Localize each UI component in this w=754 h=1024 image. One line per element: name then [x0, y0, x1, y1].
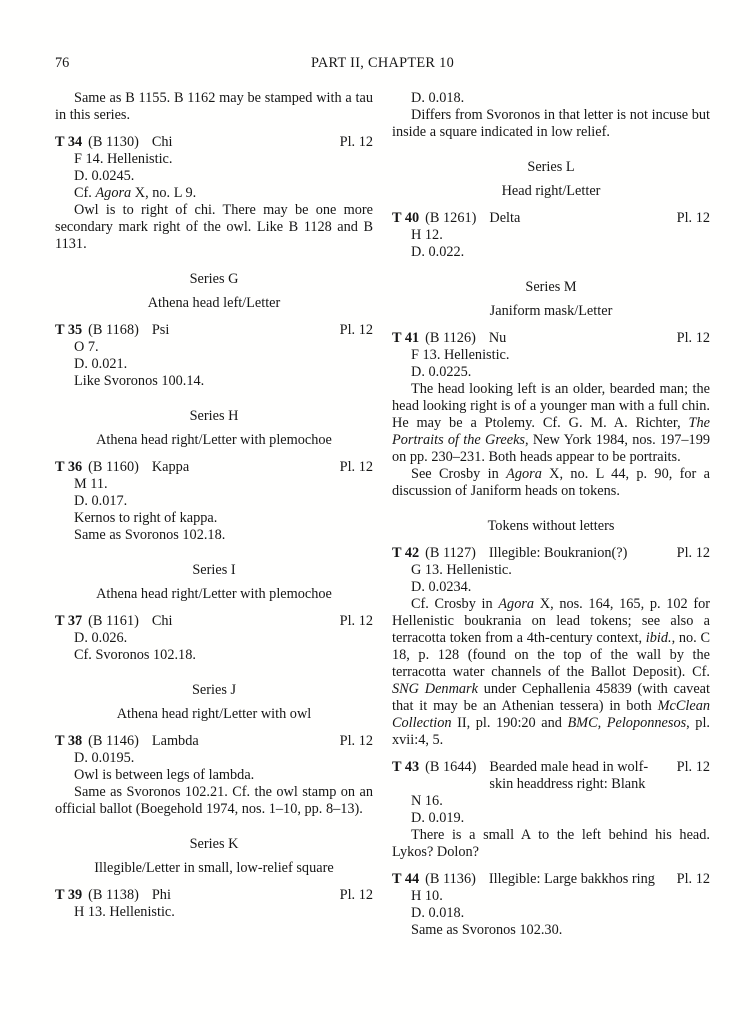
entry-title: Chi: [151, 134, 173, 150]
entry-number: T 36: [55, 459, 83, 475]
text-run: D. 0.0195.: [74, 750, 135, 766]
entry-number: T 34: [55, 134, 83, 150]
paragraph: [55, 767, 373, 784]
entry-plate-reference: Pl. 12: [676, 210, 710, 226]
entry-plate-reference: Pl. 12: [339, 613, 373, 629]
text-run: Owl is between legs of lambda.: [74, 767, 255, 783]
italic-text-run: The Portraits of the Greeks: [392, 415, 710, 448]
text-run: X, nos. 164, 165, p. 102 for Hellenistic boukrania on lead tokens; see also a terracotta token from a 4th-century context,: [392, 596, 710, 646]
entry-plate-reference: Pl. 12: [339, 887, 373, 903]
series-heading: Series H: [189, 408, 239, 424]
series-heading: Series G: [189, 271, 239, 287]
entry-b-reference: (B 1126): [425, 330, 476, 346]
catalog-entry-heading: [55, 459, 373, 476]
detail-line: [55, 510, 373, 527]
detail-line: [55, 493, 373, 510]
detail-line: [392, 90, 710, 107]
paragraph: [392, 827, 710, 861]
detail-line: [392, 888, 710, 905]
detail-line: [55, 750, 373, 767]
catalog-entry-heading: [55, 887, 373, 904]
text-run: , pl. xvii:4, 5.: [392, 715, 710, 748]
text-run: H 13. Hellenistic.: [74, 904, 175, 920]
column-right: [392, 90, 710, 939]
detail-line: [392, 244, 710, 261]
paragraph: [55, 90, 373, 124]
entry-title: Nu: [488, 330, 507, 346]
detail-line: [392, 905, 710, 922]
detail-line: [55, 476, 373, 493]
text-run: II, pl. 190:20 and: [451, 715, 568, 731]
detail-line: [392, 347, 710, 364]
text-run: Owl is to right of chi. There may be one more secondary mark right of the owl. Like B 1128 and B 1131.: [55, 202, 373, 252]
entry-title: Chi: [151, 613, 173, 629]
entry-title: Delta: [489, 210, 521, 226]
entry-number: T 43: [392, 759, 420, 775]
entry-b-reference: (B 1136): [425, 871, 476, 887]
catalog-entry-heading: [392, 759, 710, 793]
text-run: M 11.: [74, 476, 108, 492]
detail-line: [392, 579, 710, 596]
series-subtitle: Janiform mask/Letter: [489, 303, 613, 319]
italic-text-run: Agora: [95, 185, 132, 201]
paragraph: [55, 202, 373, 253]
detail-line: [392, 364, 710, 381]
detail-line: [55, 904, 373, 921]
entry-number: T 42: [392, 545, 420, 561]
catalog-entry-heading: [392, 210, 710, 227]
text-run: G 13. Hellenistic.: [411, 562, 512, 578]
text-run: F 14. Hellenistic.: [74, 151, 173, 167]
entry-title: Bearded male head in wolf-skin headdress right: Blank: [489, 759, 649, 792]
text-run: D. 0.017.: [74, 493, 128, 509]
detail-line: [55, 339, 373, 356]
entry-number: T 41: [392, 330, 420, 346]
italic-text-run: ibid.: [645, 630, 672, 646]
detail-line: [55, 151, 373, 168]
detail-line: [392, 562, 710, 579]
paragraph: [392, 466, 710, 500]
text-run: O 7.: [74, 339, 99, 355]
entry-b-reference: (B 1127): [425, 545, 476, 561]
text-run: Cf. Crosby in: [411, 596, 499, 612]
text-run: D. 0.0245.: [74, 168, 135, 184]
text-run: D. 0.0225.: [411, 364, 472, 380]
text-run: Differs from Svoronos in that letter is not incuse but inside a square indicated in low relief.: [392, 107, 710, 140]
entry-number: T 37: [55, 613, 83, 629]
detail-line: [55, 185, 373, 202]
paragraph: [392, 596, 710, 749]
series-heading: Series L: [527, 159, 575, 175]
entry-title: Lambda: [151, 733, 199, 749]
two-column-body: [55, 90, 710, 939]
entry-number: T 40: [392, 210, 420, 226]
entry-number: T 44: [392, 871, 420, 887]
detail-line: [392, 793, 710, 810]
paragraph: [392, 107, 710, 141]
text-run: D. 0.019.: [411, 810, 465, 826]
text-run: Kernos to right of kappa.: [74, 510, 218, 526]
detail-line: [55, 373, 373, 390]
text-run: D. 0.018.: [411, 905, 465, 921]
entry-number: T 39: [55, 887, 83, 903]
entry-plate-reference: Pl. 12: [339, 459, 373, 475]
entry-b-reference: (B 1644): [425, 759, 477, 775]
entry-plate-reference: Pl. 12: [676, 759, 710, 775]
series-heading: Series J: [191, 682, 237, 698]
series-subtitle: Athena head left/Letter: [147, 295, 281, 311]
entry-title: Kappa: [151, 459, 190, 475]
text-run: Cf.: [74, 185, 96, 201]
italic-text-run: SNG Denmark: [392, 681, 478, 697]
entry-b-reference: (B 1161): [88, 613, 139, 629]
series-heading: Series M: [525, 279, 577, 295]
catalog-entry-heading: [55, 613, 373, 630]
entry-title: Illegible: Large bakkhos ring: [488, 871, 655, 887]
catalog-entry-heading: [55, 322, 373, 339]
catalog-entry-heading: [55, 134, 373, 151]
series-heading: Tokens without letters: [487, 518, 615, 534]
italic-text-run: BMC, Peloponnesos: [567, 715, 687, 731]
entry-title: Illegible: Boukranion(?): [488, 545, 628, 561]
series-heading: Series K: [189, 836, 239, 852]
catalog-entry-heading: [392, 545, 710, 562]
text-run: , New York 1984, nos. 197–199 on pp. 230–231. Both heads appear to be portraits.: [392, 432, 710, 465]
text-run: X, no. L 44, p. 90, for a discussion of Janiform heads on tokens.: [392, 466, 710, 499]
detail-line: [392, 810, 710, 827]
italic-text-run: McClean Collection: [392, 698, 710, 731]
text-run: Same as Svoronos 102.30.: [411, 922, 563, 938]
entry-plate-reference: Pl. 12: [676, 330, 710, 346]
entry-plate-reference: Pl. 12: [676, 871, 710, 887]
detail-line: [392, 227, 710, 244]
text-run: F 13. Hellenistic.: [411, 347, 510, 363]
text-run: Same as Svoronos 102.18.: [74, 527, 226, 543]
entry-b-reference: (B 1146): [88, 733, 139, 749]
text-run: Same as Svoronos 102.21. Cf. the owl stamp on an official ballot (Boegehold 1974, nos. 1–10, pp. 8–13).: [55, 784, 373, 817]
detail-line: [55, 168, 373, 185]
text-run: D. 0.022.: [411, 244, 465, 260]
text-run: X, no. L 9.: [131, 185, 197, 201]
text-run: Same as B 1155. B 1162 may be stamped with a tau in this series.: [55, 90, 373, 123]
page-header: [55, 55, 710, 72]
catalog-entry-heading: [392, 330, 710, 347]
entry-b-reference: (B 1168): [88, 322, 139, 338]
text-run: H 10.: [411, 888, 443, 904]
series-subtitle: Illegible/Letter in small, low-relief square: [94, 860, 334, 876]
entry-b-reference: (B 1138): [88, 887, 139, 903]
text-run: under Cephallenia 45839 (with caveat that it may be an Athenian tessera) in both: [392, 681, 710, 714]
paragraph: [55, 784, 373, 818]
page-number: 76: [55, 55, 70, 71]
entry-plate-reference: Pl. 12: [339, 322, 373, 338]
entry-title: Psi: [151, 322, 170, 338]
entry-plate-reference: Pl. 12: [339, 733, 373, 749]
text-run: , no. C 18, p. 128 (found on the top of the wall by the terracotta water channels of the Ballot Deposit). Cf.: [392, 630, 710, 680]
text-run: H 12.: [411, 227, 443, 243]
detail-line: [392, 922, 710, 939]
entry-plate-reference: Pl. 12: [676, 545, 710, 561]
running-header: PART II, CHAPTER 10: [310, 55, 455, 71]
detail-line: [55, 527, 373, 544]
text-run: Like Svoronos 100.14.: [74, 373, 205, 389]
catalog-entry-heading: [392, 871, 710, 888]
column-left: [55, 90, 373, 939]
italic-text-run: Agora: [506, 466, 542, 482]
series-subtitle: Athena head right/Letter with plemochoe: [96, 586, 332, 602]
entry-b-reference: (B 1261): [425, 210, 477, 226]
text-run: See Crosby in: [411, 466, 507, 482]
text-run: D. 0.021.: [74, 356, 128, 372]
series-heading: Series I: [192, 562, 236, 578]
text-run: N 16.: [411, 793, 443, 809]
italic-text-run: Agora: [498, 596, 535, 612]
series-subtitle: Athena head right/Letter with plemochoe: [96, 432, 332, 448]
entry-number: T 35: [55, 322, 83, 338]
entry-plate-reference: Pl. 12: [339, 134, 373, 150]
detail-line: [55, 356, 373, 373]
detail-line: [55, 630, 373, 647]
series-subtitle: Athena head right/Letter with owl: [116, 706, 312, 722]
text-run: D. 0.018.: [411, 90, 465, 106]
catalog-entry-heading: [55, 733, 373, 750]
text-run: Cf. Svoronos 102.18.: [74, 647, 196, 663]
entry-b-reference: (B 1160): [88, 459, 139, 475]
text-run: There is a small A to the left behind his head. Lykos? Dolon?: [392, 827, 710, 860]
text-run: D. 0.026.: [74, 630, 128, 646]
entry-b-reference: (B 1130): [88, 134, 139, 150]
paragraph: [392, 381, 710, 466]
series-subtitle: Head right/Letter: [501, 183, 601, 199]
text-run: The head looking left is an older, bearded man; the head looking right is of a younger man with a full chin. He may be a Ptolemy. Cf. G. M. A. Richter,: [392, 381, 710, 431]
entry-title: Phi: [151, 887, 171, 903]
text-run: D. 0.0234.: [411, 579, 472, 595]
entry-number: T 38: [55, 733, 83, 749]
detail-line: [55, 647, 373, 664]
